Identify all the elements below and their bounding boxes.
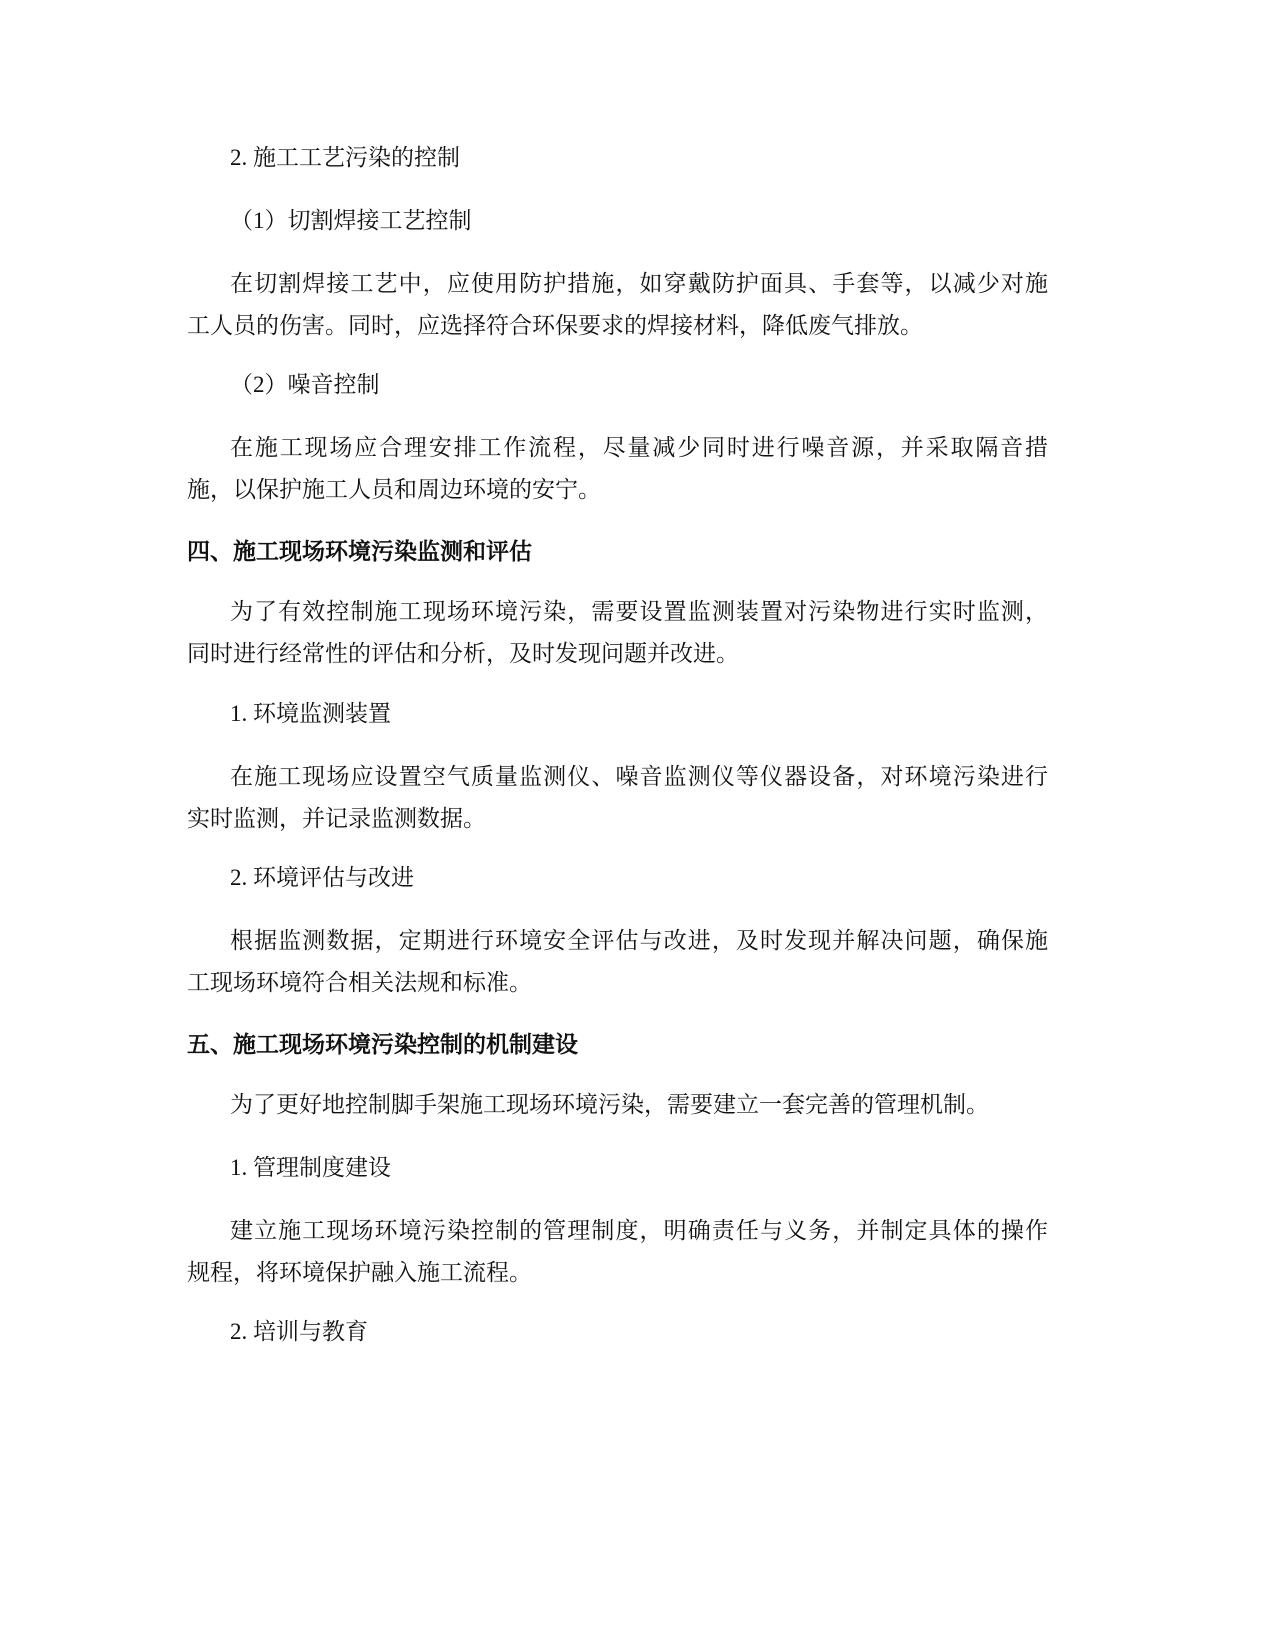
section-heading-monitoring: 四、施工现场环境污染监测和评估 [187,539,532,565]
paragraph-line: 为了有效控制施工现场环境污染，需要设置监测装置对污染物进行实时监测， [230,599,1048,624]
paragraph-line: 实时监测，并记录监测数据。 [187,806,486,831]
subheading-cutting-welding-control: （1）切割焊接工艺控制 [230,208,472,233]
subheading-noise-control: （2）噪音控制 [230,372,380,397]
paragraph-line: 工人员的伤害。同时，应选择符合环保要求的焊接材料，降低废气排放。 [187,313,923,338]
paragraph-line: 根据监测数据，定期进行环境安全评估与改进，及时发现并解决问题，确保施 [230,928,1048,953]
subheading-training-education: 2. 培训与教育 [230,1319,368,1344]
paragraph-line: 施，以保护施工人员和周边环境的安宁。 [187,477,601,502]
paragraph-line: 在施工现场应合理安排工作流程，尽量减少同时进行噪音源，并采取隔音措 [230,435,1048,460]
paragraph-line: 在施工现场应设置空气质量监测仪、噪音监测仪等仪器设备，对环境污染进行 [230,764,1048,789]
subheading-process-pollution-control: 2. 施工工艺污染的控制 [230,145,460,170]
section-heading-mechanism: 五、施工现场环境污染控制的机制建设 [187,1032,578,1058]
paragraph-line: 同时进行经常性的评估和分析，及时发现问题并改进。 [187,641,739,666]
subheading-evaluation-improvement: 2. 环境评估与改进 [230,865,414,890]
subheading-management-system: 1. 管理制度建设 [230,1155,391,1180]
subheading-monitoring-devices: 1. 环境监测装置 [230,701,391,726]
paragraph-line: 在切割焊接工艺中，应使用防护措施，如穿戴防护面具、手套等，以减少对施 [230,271,1048,296]
paragraph-line: 建立施工现场环境污染控制的管理制度，明确责任与义务，并制定具体的操作 [230,1218,1048,1243]
paragraph-line: 工现场环境符合相关法规和标准。 [187,970,532,995]
paragraph-line: 规程，将环境保护融入施工流程。 [187,1260,532,1285]
paragraph-line: 为了更好地控制脚手架施工现场环境污染，需要建立一套完善的管理机制。 [230,1092,989,1117]
